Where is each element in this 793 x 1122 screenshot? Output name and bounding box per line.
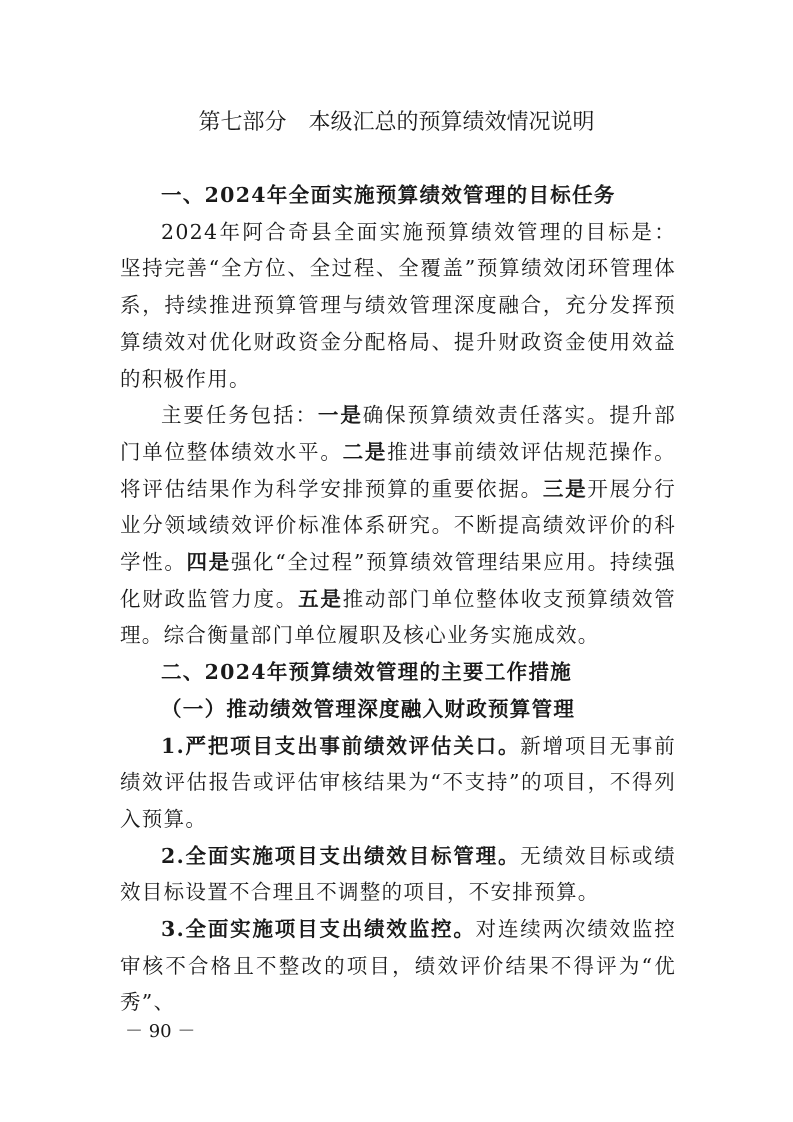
task-4-label: 四是 bbox=[186, 550, 231, 575]
page-title: 第七部分 本级汇总的预算绩效情况说明 bbox=[198, 110, 595, 135]
task-4-text: 强化“全过程”预算绩效管理结果应用。持续强化财政监管力度。 bbox=[120, 550, 676, 611]
task-5-text: 推动部门单位整体收支预算绩效管理。综合衡量部门单位履职及核心业务实施成效。 bbox=[120, 586, 676, 648]
paragraph-goals: 2024年阿合奇县全面实施预算绩效管理的目标是：坚持完善“全方位、全过程、全覆盖”预算绩效闭环管理体系，持续推进预算管理与绩效管理深度融合，充分发挥预算绩效对优化财政资金分配格局、提升财政资金使用效益的积极作用。 bbox=[120, 219, 676, 391]
task-3-text: 开展分行业分领域绩效评价标准体系研究。不断提高绩效评价的科学性。 bbox=[120, 476, 676, 575]
measure-2-label: 2.全面实施项目支出绩效目标管理。 bbox=[161, 843, 521, 868]
task-2-text: 推进事前绩效评估规范操作。将评估结果作为科学安排预算的重要依据。 bbox=[120, 439, 676, 501]
measure-1-text: 新增项目无事前绩效评估报告或评估审核结果为“不支持”的项目，不得列入预算。 bbox=[120, 733, 677, 831]
task-1-text: 确保预算绩效责任落实。提升部门单位整体绩效水平。 bbox=[120, 403, 676, 464]
task-1-label: 一是 bbox=[317, 403, 363, 428]
measure-item-3 bbox=[120, 911, 676, 1021]
measure-3-text: 对连续两次绩效监控审核不合格且不整改的项目，绩效评价结果不得评为“优秀”、 bbox=[120, 917, 676, 1015]
measure-item-1 bbox=[120, 728, 676, 838]
measure-2-text: 无绩效目标或绩效目标设置不合理且不调整的项目，不安排预算。 bbox=[120, 843, 677, 905]
tasks-intro: 主要任务包括： bbox=[161, 403, 318, 428]
measure-3-label: 3.全面实施项目支出绩效监控。 bbox=[161, 917, 476, 942]
section-heading-1: 一、2024年全面实施预算绩效管理的目标任务 bbox=[161, 183, 616, 207]
task-2-label: 二是 bbox=[342, 439, 388, 464]
subsection-heading-1: （一）推动绩效管理深度融入财政预算管理 bbox=[161, 696, 576, 721]
section-heading-2: 二、2024年预算绩效管理的主要工作措施 bbox=[161, 660, 573, 685]
measure-1-label: 1.严把项目支出事前绩效评估关口。 bbox=[161, 733, 521, 758]
task-3-label: 三是 bbox=[542, 476, 588, 501]
paragraph-tasks bbox=[120, 397, 676, 654]
task-5-label: 五是 bbox=[298, 586, 343, 611]
document-body bbox=[120, 177, 676, 1021]
page-number: － 90 － bbox=[125, 1021, 196, 1042]
measure-item-2 bbox=[120, 838, 676, 911]
